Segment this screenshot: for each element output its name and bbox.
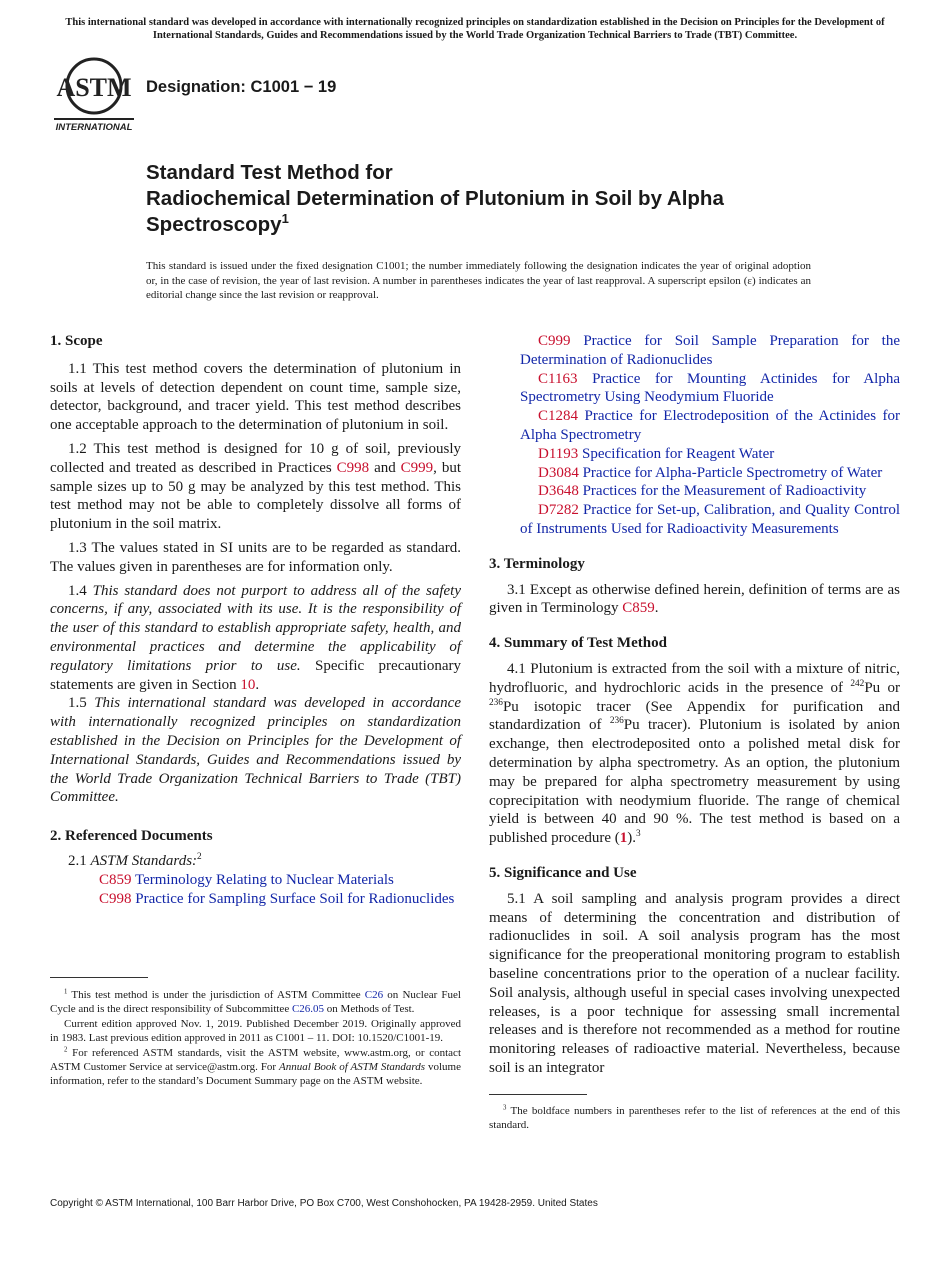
para-1-2-text: 1.2 This test method is designed for 10 g of soil, previously collected and treated as described in Practices [50,440,461,476]
para-1-5-num: 1.5 [68,695,95,712]
section-link-10[interactable]: 10 [240,676,256,693]
footnote-3 [489,1105,900,1132]
para-4-1-text-3: Pu tracer). Plutonium is isolated by anion exchange, then electrodeposited onto a polished metal disk for determination by alpha spectrometry. As an option, the plutonium may be prepared for alpha spectrometry measurement by using coprecipitation with neodymium fluoride. The range of chemical yield is between 40 and 90 %. The test method is based on a published procedure ( [489,717,900,847]
designation: Designation: C1001 − 19 [146,78,337,96]
ref-title[interactable]: Practice for Alpha-Particle Spectrometry of Water [582,464,883,481]
link-c26-05[interactable]: C26.05 [291,1002,325,1015]
reference-link-1[interactable]: 1 [619,830,628,847]
para-3-1-end: . [654,600,659,617]
para-1-1: 1.1 This test method covers the determination of plutonium in soils at levels of detection dependent on count time, sample size, detector, background, and tracer yield. This test method describes one acceptable approach to the determination of plutonium in soil. [50,360,461,434]
section-2-heading: 2. Referenced Documents [50,828,213,845]
ref-item-d3648[interactable] [505,482,900,501]
ref-item-d3084[interactable] [505,464,900,483]
title-line-1: Standard Test Method for [146,161,393,184]
footnote-1-text-2: on Nuclear Fuel Cycle and is the direct responsibility of Subcommittee [50,989,461,1015]
section-3-heading: 3. Terminology [489,555,585,572]
footnote-3-text: The boldface numbers in parentheses refer to the list of references at the end of this standard. [489,1105,900,1131]
para-1-2-and: and [369,459,401,476]
para-2-1 [50,852,461,871]
logo-subtitle: INTERNATIONAL [55,122,133,132]
para-1-4-italic: This standard does not purport to address all of the safety concerns, if any, associated with its use. It is the responsibility of the user of this standard to establish appropriate safety, health, and environmental practices and determine the applicability of regulatory limitations prior to use. [50,582,462,674]
left-column [50,332,461,908]
isotope-236-sup: 236 [489,697,503,708]
ref-title[interactable]: Practice for Set-up, Calibration, and Quality Control of Instruments Used for Radioactivity Measurements [520,502,900,537]
ref-list-left [50,871,461,909]
section-5-heading: 5. Significance and Use [489,864,637,881]
top-notice: This international standard was developed in accordance with internationally recognized principles on standardization established in the Decision on Principles for the Development of International Standards, Guides and Recommendations issued by the World Trade Organization Technical Barriers to Trade (TBT) Committee. [65,17,885,41]
astm-logo [54,56,134,132]
para-1-4-num: 1.4 [68,582,93,599]
para-4-1-end: ). [627,830,637,847]
ref-item-d1193[interactable] [505,445,900,464]
footnote-1-text-3: on Methods of Test. [324,1002,415,1015]
ref-code[interactable]: C1163 [538,370,578,387]
footnote-1-text: This test method is under the jurisdiction of ASTM Committee [67,989,365,1001]
para-1-2-rest: , but sample sizes up to 50 g may be analyzed by this test method. This test method may not be able to completely dissolve all forms of plutonium in the soil matrix. [50,459,461,533]
ref-item-c999[interactable] [505,332,900,370]
ref-code[interactable]: C1284 [538,408,579,425]
para-2-1-sup: 2 [197,851,202,862]
pu-symbol: Pu [864,679,881,696]
footnote-3-mark-ref: 3 [636,829,641,840]
ref-code[interactable]: D3084 [538,464,579,481]
logo-letters: ASTM [56,73,132,102]
title-footnote-mark: 1 [281,211,289,227]
ref-title[interactable]: Practice for Sampling Surface Soil for Radionuclides [135,890,455,907]
isotope-236-sup-2: 236 [609,716,624,727]
ref-title[interactable]: Terminology Relating to Nuclear Materials [135,871,394,888]
ref-code[interactable]: D3648 [538,483,579,500]
para-1-5 [50,694,461,807]
section-4-heading: 4. Summary of Test Method [489,635,667,652]
footnote-2-italic: Annual Book of ASTM Standards [279,1060,426,1073]
footnote-2-mark: 2 [64,1046,68,1054]
ref-item-c859[interactable] [66,871,461,890]
section-1-heading: 1. Scope [50,333,103,349]
para-4-1-or: or [880,679,900,696]
ref-title[interactable]: Practices for the Measurement of Radioactivity [582,483,867,500]
para-1-4-text: Specific precautionary statements are given in Section [50,657,462,693]
para-3-1-text: 3.1 Except as otherwise defined herein, definition of terms are as given in Terminology [489,581,900,617]
ref-list-right [489,332,900,539]
para-1-4-end: . [255,676,260,693]
para-4-1-text: 4.1 Plutonium is extracted from the soil with a mixture of nitric, hydrofluoric, and hydrochloric acids in the presence of [489,660,900,696]
isotope-242-sup: 242 [850,678,865,689]
ref-title[interactable]: Practice for Soil Sample Preparation for the Determination of Radionuclides [520,333,900,368]
ref-item-d7282[interactable] [505,501,900,539]
para-1-2 [50,440,461,534]
ref-item-c1284[interactable] [505,407,900,445]
footnote-2-text-2: volume information, refer to the standard’s Document Summary page on the ASTM website. [50,1060,461,1087]
ref-title[interactable]: Practice for Mounting Actinides for Alpha Spectrometry Using Neodymium Fluoride [520,370,901,406]
footnote-edition: Current edition approved Nov. 1, 2019. Published December 2019. Originally approved in 1983. Last previous edition approved in 2011 as C1001 – 11. DOI: 10.1520/C1001-19. [50,1018,461,1044]
para-3-1 [489,581,900,619]
right-column [489,332,900,1078]
para-1-3: 1.3 The values stated in SI units are to be regarded as standard. The values given in parentheses are for information only. [50,539,461,575]
link-c26[interactable]: C26 [364,989,384,1001]
para-1-5-italic: This international standard was developed in accordance with internationally recognized principles on standardization established in the Decision on Principles for the Development of International Standards, Guides and Recommendations issued by the World Trade Organization Technical Barriers to Trade (TBT) Committee. [50,695,461,806]
footnote-2-text: For referenced ASTM standards, visit the ASTM website, www.astm.org, or contact ASTM Customer Service at service@astm.org. For [50,1047,461,1073]
ref-code[interactable]: D1193 [538,445,579,462]
footnote-2 [50,1047,461,1088]
ref-item-c998[interactable] [66,890,461,909]
footnote-rule-right [489,1094,587,1095]
footnotes-left [50,989,461,1090]
footnote-rule-left [50,977,148,978]
title-line-2: Radiochemical Determination of Plutonium in Soil by Alpha Spectroscopy [146,187,724,236]
ref-code[interactable]: D7282 [538,502,579,519]
footnote-3-mark: 3 [503,1104,507,1112]
para-4-1 [489,660,900,848]
ref-title[interactable]: Specification for Reagent Water [582,445,775,462]
ref-code[interactable]: C999 [538,333,571,349]
para-2-1-num: 2.1 [68,852,91,869]
ref-link-c998[interactable]: C998 [336,459,370,476]
ref-title[interactable]: Practice for Electrodeposition of the Actinides for Alpha Spectrometry [520,408,901,443]
document-title [146,160,846,238]
ref-code[interactable]: C859 [99,871,132,888]
issued-note: This standard is issued under the fixed designation C1001; the number immediately following the designation indicates the year of original adoption or, in the case of revision, the year of last revision. A number in parentheses indicates the year of last reapproval. A superscript epsilon (ε) indicates an editorial change since the last revision or reapproval. [146,260,811,302]
footnotes-right [489,1105,900,1134]
footnote-1 [50,989,461,1016]
para-1-4 [50,582,461,695]
ref-link-c859[interactable]: C859 [622,600,655,617]
copyright: Copyright © ASTM International, 100 Barr Harbor Drive, PO Box C700, West Conshohocken, PA 19428-2959. United States [50,1198,598,1209]
ref-item-c1163[interactable] [505,370,900,408]
para-4-1-text-2: Pu isotopic tracer (See Appendix for purification and standardization of [489,698,900,734]
para-2-1-italic: ASTM Standards: [90,852,198,869]
footnote-1-mark: 1 [64,988,68,996]
para-5-1: 5.1 A soil sampling and analysis program provides a direct means of determining the concentration and distribution of radionuclides in soil. A soil analysis program has the most significance for the preoperational monitoring program to establish baseline concentrations prior to the operation of a nuclear facility. Soil analysis, although useful in special cases involving unexpected releases, is a poor technique for assessing small incremental releases and is therefore not recommended as a method for routine monitoring releases of radioactive material. Nevertheless, because soil is an integrator [489,890,900,1076]
ref-link-c999[interactable]: C999 [400,459,434,476]
ref-code[interactable]: C998 [99,890,132,907]
